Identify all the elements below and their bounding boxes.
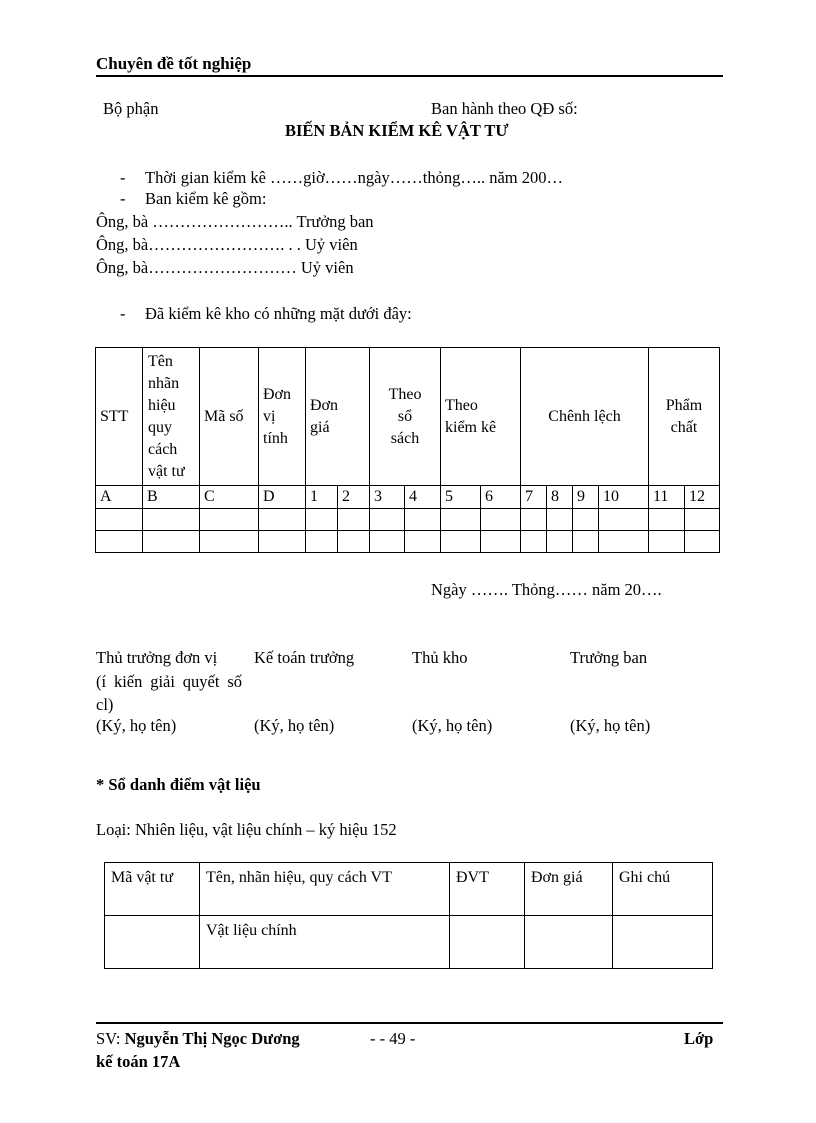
header-difference: Chênh lệch	[521, 348, 649, 486]
inventory-table	[95, 347, 720, 553]
header-counted: Theo kiểm kê	[441, 348, 521, 486]
header-quality: Phẩm chất	[649, 348, 720, 486]
table-code-row	[96, 486, 720, 509]
code-cell: 5	[441, 486, 481, 509]
category-line: Loại: Nhiên liệu, vật liệu chính – ký hiệu 152	[96, 820, 397, 839]
code-cell: 11	[649, 486, 685, 509]
director-note: (í kiến giải quyết số cl)	[96, 672, 242, 714]
bullet-1: -	[120, 168, 126, 187]
member-line-1: Ông, bà …………………….. Trưởng ban	[96, 212, 374, 231]
table-header-row	[96, 348, 720, 486]
code-cell: 10	[599, 486, 649, 509]
header-item-name: Tên nhãn hiệu quy cách vật tư	[143, 348, 200, 486]
signature-title-chief-accountant: Kế toán trưởng	[254, 648, 355, 667]
department-label: Bộ phận	[103, 99, 159, 118]
table-row	[105, 916, 713, 969]
sign-label: (Ký, họ tên)	[96, 716, 177, 735]
member-line-3: Ông, bà……………………… Uỷ viên	[96, 258, 354, 277]
member-line-2: Ông, bà……………………. . . Uỷ viên	[96, 235, 358, 254]
code-cell: A	[96, 486, 143, 509]
footer-student-name: Nguyễn Thị Ngọc Dương	[124, 1029, 300, 1048]
header-stt: STT	[96, 348, 143, 486]
form-title: BIẾN BẢN KIỂM KÊ VẬT TƯ	[285, 121, 509, 140]
signature-title-head: Trưởng ban	[570, 648, 648, 667]
code-cell: 6	[481, 486, 521, 509]
footer-page-number: - - 49 -	[370, 1029, 416, 1048]
header-material-code: Mã vật tư	[105, 863, 200, 916]
committee-line: Ban kiểm kê gồm:	[145, 189, 267, 208]
header-unit-price: Đơn giá	[525, 863, 613, 916]
sign-label: (Ký, họ tên)	[254, 716, 335, 735]
footer-student	[96, 1029, 300, 1049]
code-cell: D	[259, 486, 306, 509]
code-cell: 3	[370, 486, 405, 509]
code-cell: 12	[685, 486, 720, 509]
table-row	[96, 509, 720, 531]
header-rule	[96, 75, 723, 77]
materials-table	[104, 862, 713, 969]
header-title: Chuyên đề tốt nghiệp	[96, 54, 252, 73]
header-note: Ghi chú	[613, 863, 713, 916]
header-code: Mã số	[200, 348, 259, 486]
bullet-2: -	[120, 189, 126, 208]
code-cell: 7	[521, 486, 547, 509]
code-cell: C	[200, 486, 259, 509]
footer-class-label: Lớp	[684, 1029, 714, 1048]
sign-label: (Ký, họ tên)	[412, 716, 493, 735]
bullet-3: -	[120, 304, 126, 323]
header-unit: ĐVT	[450, 863, 525, 916]
inventory-line: Đã kiểm kê kho có những mặt dưới đây:	[145, 304, 412, 323]
header-book: Theo sổ sách	[370, 348, 441, 486]
signature-title-storekeeper: Thủ kho	[412, 648, 468, 667]
footer-sv-label: SV:	[96, 1029, 125, 1048]
footer-class-name: kế toán 17A	[96, 1052, 181, 1071]
decision-label: Ban hành theo QĐ số:	[431, 99, 578, 118]
time-line: Thời gian kiểm kê ……giờ……ngày……thỏng….. năm 200…	[145, 168, 563, 187]
code-cell: 2	[338, 486, 370, 509]
code-cell: 8	[547, 486, 573, 509]
code-cell: 1	[306, 486, 338, 509]
header-material-name: Tên, nhãn hiệu, quy cách VT	[200, 863, 450, 916]
table-header-row	[105, 863, 713, 916]
signature-title-director: Thủ trưởng đơn vị	[96, 648, 218, 667]
header-unit: Đơn vị tính	[259, 348, 306, 486]
sign-label: (Ký, họ tên)	[570, 716, 651, 735]
code-cell: 9	[573, 486, 599, 509]
code-cell: B	[143, 486, 200, 509]
table-row	[96, 531, 720, 553]
material-name-cell: Vật liệu chính	[200, 916, 450, 969]
code-cell: 4	[405, 486, 441, 509]
footer-rule	[96, 1022, 723, 1024]
section-title: * Sổ danh điểm vật liệu	[96, 775, 261, 794]
date-line: Ngày ……. Thỏng…… năm 20….	[431, 580, 662, 599]
header-unit-price: Đơn giá	[306, 348, 370, 486]
